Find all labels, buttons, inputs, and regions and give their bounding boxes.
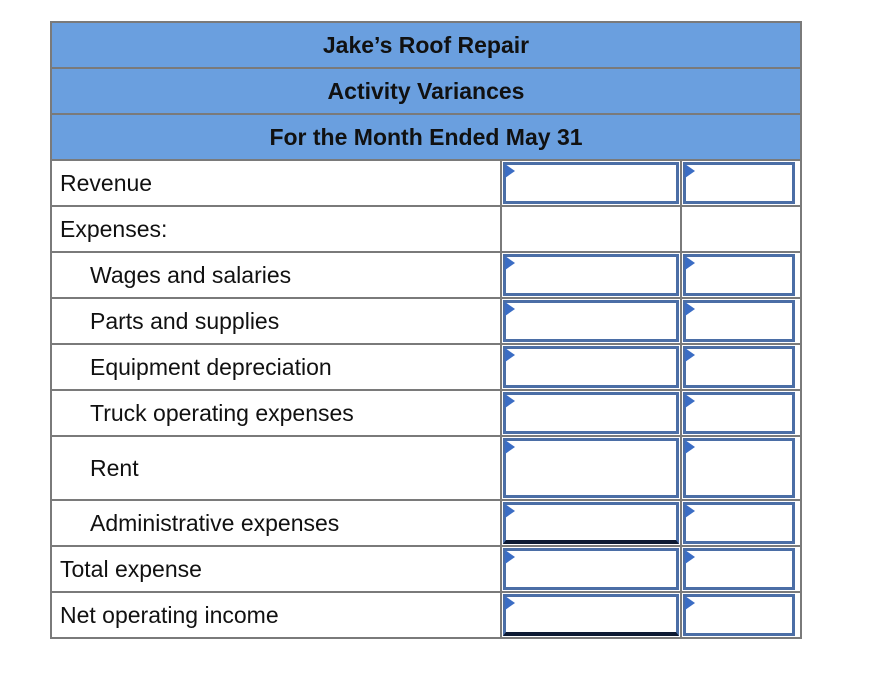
row-label-administrative: Administrative expenses: [52, 501, 502, 545]
row-total-expense: [52, 547, 800, 593]
row-revenue: [52, 161, 800, 207]
row-label-truck: Truck operating expenses: [52, 391, 502, 435]
rent-amount-input[interactable]: [503, 438, 679, 498]
wages-fu-input[interactable]: [683, 254, 795, 296]
total-expense-amount-cell: [502, 547, 680, 591]
row-expenses-heading: [52, 207, 800, 253]
report-period: For the Month Ended May 31: [52, 115, 800, 161]
row-label-rent: Rent: [52, 437, 502, 499]
parts-amount-cell: [502, 299, 680, 343]
row-label-net-operating-income: Net operating income: [52, 593, 502, 637]
rent-fu-input[interactable]: [683, 438, 795, 498]
noi-fu-cell: [680, 593, 796, 637]
administrative-amount-cell: [502, 501, 680, 545]
total-expense-fu-cell: [680, 547, 796, 591]
row-label-wages: Wages and salaries: [52, 253, 502, 297]
row-rent: [52, 437, 800, 501]
noi-fu-input[interactable]: [683, 594, 795, 636]
truck-fu-input[interactable]: [683, 392, 795, 434]
administrative-fu-input[interactable]: [683, 502, 795, 544]
report-title: Activity Variances: [52, 69, 800, 115]
row-wages: [52, 253, 800, 299]
row-label-equipment: Equipment depreciation: [52, 345, 502, 389]
parts-fu-cell: [680, 299, 796, 343]
row-truck: [52, 391, 800, 437]
revenue-fu-cell: [680, 161, 796, 205]
rent-amount-cell: [502, 437, 680, 499]
revenue-amount-input[interactable]: [503, 162, 679, 204]
equipment-amount-input[interactable]: [503, 346, 679, 388]
equipment-fu-input[interactable]: [683, 346, 795, 388]
parts-fu-input[interactable]: [683, 300, 795, 342]
total-expense-fu-input[interactable]: [683, 548, 795, 590]
truck-amount-cell: [502, 391, 680, 435]
total-expense-amount-input[interactable]: [503, 548, 679, 590]
revenue-fu-input[interactable]: [683, 162, 795, 204]
company-name: Jake’s Roof Repair: [52, 23, 800, 69]
row-label-expenses: Expenses:: [52, 207, 502, 251]
expenses-blank-cell-2: [680, 207, 796, 251]
wages-amount-cell: [502, 253, 680, 297]
administrative-amount-input[interactable]: [503, 502, 679, 544]
equipment-fu-cell: [680, 345, 796, 389]
row-parts: [52, 299, 800, 345]
equipment-amount-cell: [502, 345, 680, 389]
expenses-blank-cell-1: [502, 207, 680, 251]
noi-amount-input[interactable]: [503, 594, 679, 636]
wages-fu-cell: [680, 253, 796, 297]
row-label-revenue: Revenue: [52, 161, 502, 205]
activity-variances-table: [50, 21, 802, 639]
wages-amount-input[interactable]: [503, 254, 679, 296]
administrative-fu-cell: [680, 501, 796, 545]
revenue-amount-cell: [502, 161, 680, 205]
noi-amount-cell: [502, 593, 680, 637]
parts-amount-input[interactable]: [503, 300, 679, 342]
row-administrative: [52, 501, 800, 547]
row-equipment: [52, 345, 800, 391]
rent-fu-cell: [680, 437, 796, 499]
row-label-total-expense: Total expense: [52, 547, 502, 591]
row-net-operating-income: [52, 593, 800, 639]
row-label-parts: Parts and supplies: [52, 299, 502, 343]
truck-amount-input[interactable]: [503, 392, 679, 434]
truck-fu-cell: [680, 391, 796, 435]
